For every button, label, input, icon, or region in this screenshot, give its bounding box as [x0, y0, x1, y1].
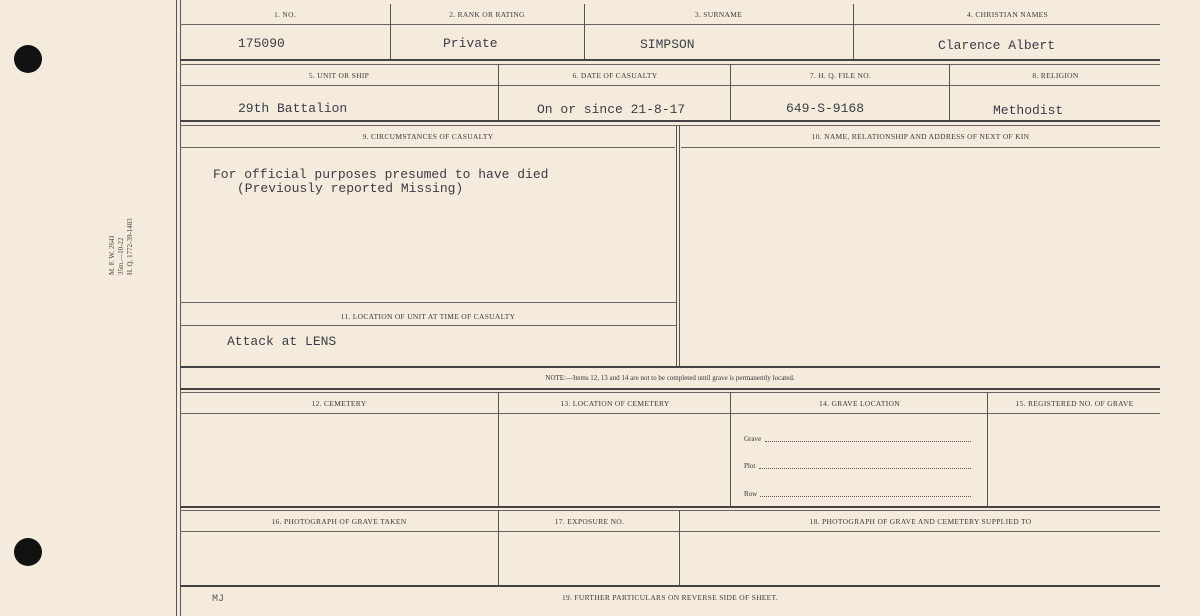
- location-unit-value: Attack at LENS: [227, 334, 337, 349]
- divider: [679, 125, 680, 366]
- cemetery-location-label: 13. LOCATION OF CEMETERY: [560, 399, 670, 408]
- religion-label: 8. RELIGION: [1032, 71, 1079, 80]
- circumstances-label: 9. CIRCUMSTANCES OF CASUALTY: [362, 132, 494, 141]
- divider: [498, 392, 499, 506]
- service-number: 175090: [238, 36, 285, 51]
- divider: [676, 125, 677, 366]
- location-header-rule: [180, 325, 676, 326]
- note-top-rule: [180, 366, 1160, 368]
- unit-label: 5. UNIT OR SHIP: [308, 71, 370, 80]
- grave-field-line: [765, 441, 971, 442]
- binder-hole-top: [14, 45, 42, 73]
- location-top-rule: [180, 302, 676, 303]
- hq-file-label: 7. H. Q. FILE NO.: [809, 71, 872, 80]
- exposure-label: 17. EXPOSURE NO.: [554, 517, 625, 526]
- margin-print-number: M. F. W. 2641 35m.—10-22 H. Q. 1772-39-1483: [108, 218, 134, 275]
- row1-bottom-rule: [180, 59, 1160, 61]
- registered-grave-label: 15. REGISTERED NO. OF GRAVE: [1015, 399, 1134, 408]
- christian-names-value: Clarence Albert: [938, 38, 1056, 53]
- grave-field-label: Grave: [744, 435, 762, 443]
- no-label: 1. NO.: [273, 10, 296, 19]
- grave-header-rule: [180, 413, 1160, 414]
- rank-value: Private: [443, 36, 498, 51]
- row1-header-rule: [180, 24, 1160, 25]
- surname-value: SIMPSON: [640, 37, 695, 52]
- christian-names-label: 4. CHRISTIAN NAMES: [966, 10, 1049, 19]
- divider: [853, 4, 854, 59]
- plot-field-label: Plot: [744, 462, 756, 470]
- note-text: NOTE:—Items 12, 13 and 14 are not to be completed until grave is permanently located.: [545, 374, 795, 382]
- further-particulars-label: 19. FURTHER PARTICULARS ON REVERSE SIDE OF SHEET.: [561, 593, 779, 602]
- divider: [730, 392, 731, 506]
- row-field-line: [760, 496, 971, 497]
- note-bottom-rule: [180, 388, 1160, 390]
- photo-supplied-label: 18. PHOTOGRAPH OF GRAVE AND CEMETERY SUPPLIED TO: [809, 517, 1032, 526]
- circumstances-line2: (Previously reported Missing): [237, 181, 464, 196]
- divider: [498, 64, 499, 120]
- photo-top-rule: [180, 510, 1160, 511]
- photo-header-rule: [180, 531, 1160, 532]
- row2-header-rule: [180, 85, 1160, 86]
- plot-field-line: [759, 468, 971, 469]
- rank-label: 2. RANK OR RATING: [449, 10, 525, 19]
- grave-bottom-rule: [180, 506, 1160, 508]
- row3-top-rule: [180, 125, 1160, 126]
- date-value: On or since 21-8-17: [537, 102, 686, 117]
- grave-location-label: 14. GRAVE LOCATION: [819, 399, 900, 408]
- row2-top-rule: [180, 64, 1160, 65]
- binder-hole-bottom: [14, 538, 42, 566]
- clerk-initials: MJ: [212, 594, 225, 605]
- row-field-label: Row: [744, 490, 758, 498]
- divider: [498, 510, 499, 585]
- next-of-kin-label: 10. NAME, RELATIONSHIP AND ADDRESS OF NEXT OF KIN: [811, 132, 1030, 141]
- row2-bottom-rule: [180, 120, 1160, 122]
- divider: [987, 392, 988, 506]
- date-label: 6. DATE OF CASUALTY: [572, 71, 658, 80]
- grave-top-rule: [180, 392, 1160, 393]
- divider: [584, 4, 585, 59]
- unit-value: 29th Battalion: [238, 101, 348, 116]
- frame-left-line: [176, 0, 177, 616]
- location-unit-label: 11. LOCATION OF UNIT AT TIME OF CASUALTY: [340, 312, 516, 321]
- kin-header-rule: [681, 147, 1160, 148]
- circumstances-header-rule: [180, 147, 675, 148]
- photo-taken-label: 16. PHOTOGRAPH OF GRAVE TAKEN: [271, 517, 407, 526]
- surname-label: 3. SURNAME: [694, 10, 743, 19]
- cemetery-label: 12. CEMETERY: [311, 399, 367, 408]
- religion-value: Methodist: [993, 103, 1064, 118]
- photo-bottom-rule: [180, 585, 1160, 587]
- hq-file-value: 649-S-9168: [786, 101, 865, 116]
- divider: [730, 64, 731, 120]
- divider: [949, 64, 950, 120]
- circumstances-line1: For official purposes presumed to have died: [213, 167, 549, 182]
- divider: [679, 510, 680, 585]
- divider: [390, 4, 391, 59]
